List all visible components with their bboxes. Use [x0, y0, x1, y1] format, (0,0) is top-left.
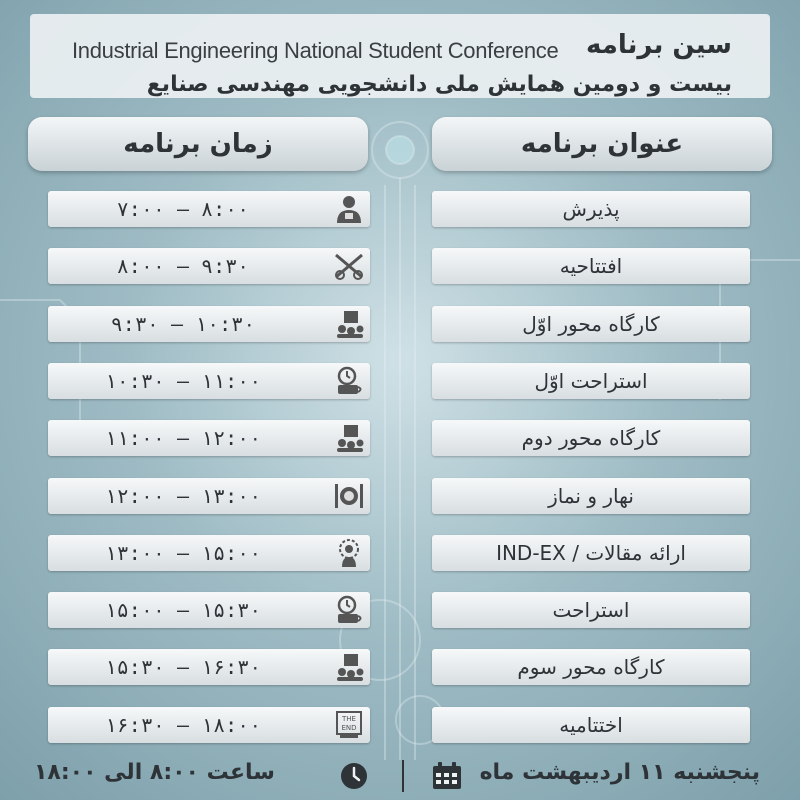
workshop-group-icon — [334, 423, 364, 453]
time-column-header: زمان برنامه — [28, 117, 368, 171]
program-title: کارگاه محور اوّل — [432, 306, 750, 342]
header-panel — [30, 14, 770, 98]
program-title: نهار و نماز — [432, 478, 750, 514]
time-range: ۷:۰۰ – ۸:۰۰ — [116, 197, 250, 221]
coffee-clock-icon — [334, 366, 364, 396]
time-range: ۱۶:۳۰ – ۱۸:۰۰ — [104, 712, 262, 737]
title-column-header: عنوان برنامه — [432, 117, 772, 171]
program-title: کارگاه محور دوم — [432, 420, 750, 456]
time-row — [48, 592, 370, 628]
time-row — [48, 191, 370, 227]
time-row — [48, 248, 370, 284]
ribbon-scissors-icon — [334, 251, 364, 281]
time-range: ۱۲:۰۰ – ۱۳:۰۰ — [104, 483, 262, 508]
program-title: افتتاحیه — [432, 248, 750, 284]
award-presenter-icon — [334, 538, 364, 568]
program-title: کارگاه محور سوم — [432, 649, 750, 685]
clock-icon — [340, 762, 368, 790]
footer-date: پنجشنبه ۱۱ اردیبهشت ماه — [479, 760, 760, 785]
title-english: Industrial Engineering National Student Conference — [72, 38, 559, 63]
time-row — [48, 535, 370, 571]
calendar-icon — [432, 762, 462, 790]
program-title: استراحت اوّل — [432, 363, 750, 399]
coffee-clock-icon — [334, 595, 364, 625]
program-title: پذیرش — [432, 191, 750, 227]
time-range: ۱۳:۰۰ – ۱۵:۰۰ — [104, 540, 262, 565]
workshop-group-icon — [334, 309, 364, 339]
reception-person-icon — [334, 194, 364, 224]
footer-time: ساعت ۸:۰۰ الی ۱۸:۰۰ — [34, 760, 275, 785]
title-persian: سین برنامه — [586, 30, 732, 60]
subtitle-persian: بیست و دومین همایش ملی دانشجویی مهندسی صنایع — [146, 72, 732, 97]
time-range: ۹:۳۰ – ۱۰:۳۰ — [110, 311, 256, 336]
time-row — [48, 707, 370, 743]
workshop-group-icon — [334, 652, 364, 682]
program-title: ارائه مقالات / IND-EX — [432, 535, 750, 571]
time-row — [48, 478, 370, 514]
svg-text:END: END — [341, 723, 357, 732]
program-title: استراحت — [432, 592, 750, 628]
time-range: ۱۵:۳۰ – ۱۶:۳۰ — [104, 655, 262, 680]
time-range: ۱۰:۳۰ – ۱۱:۰۰ — [104, 368, 262, 393]
time-range: ۱۵:۰۰ – ۱۵:۳۰ — [104, 598, 262, 623]
time-row — [48, 649, 370, 685]
the-end-sign-icon — [334, 710, 364, 740]
time-row — [48, 306, 370, 342]
footer-divider — [402, 760, 404, 792]
time-range: ۸:۰۰ – ۹:۳۰ — [116, 254, 250, 279]
time-row — [48, 420, 370, 456]
plate-cutlery-icon — [334, 481, 364, 511]
time-row — [48, 363, 370, 399]
footer — [0, 752, 800, 800]
program-title: اختتامیه — [432, 707, 750, 743]
time-range: ۱۱:۰۰ – ۱۲:۰۰ — [104, 426, 262, 451]
svg-text:THE: THE — [342, 714, 356, 723]
